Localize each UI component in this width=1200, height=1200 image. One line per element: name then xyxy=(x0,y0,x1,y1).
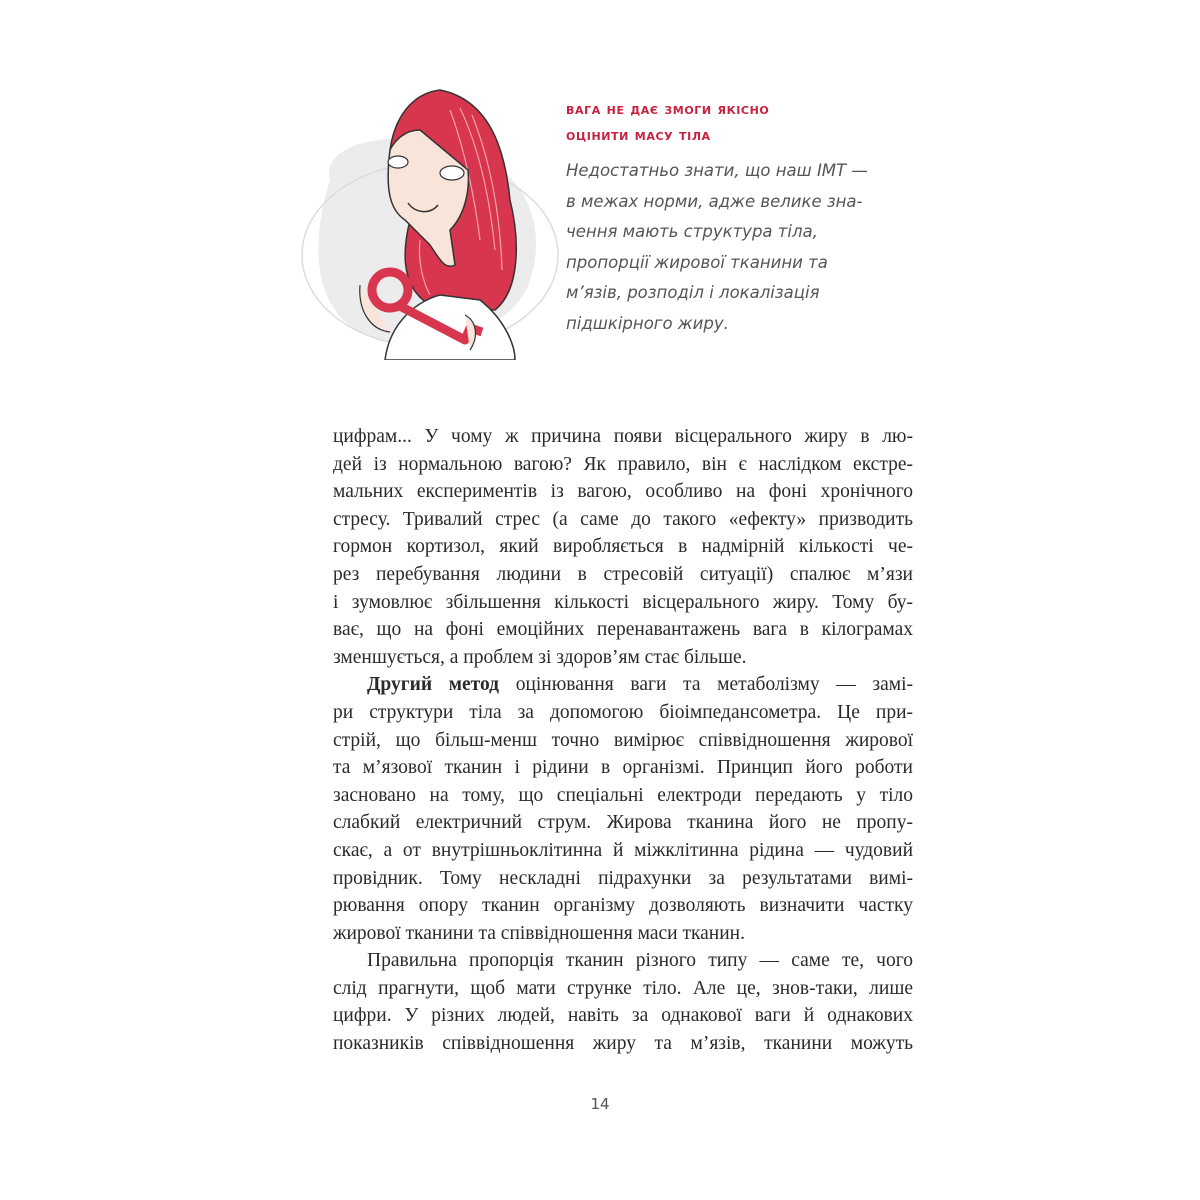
text-line: рез перебування людини в стресовій ситуації) спалює м’язи xyxy=(333,563,913,585)
text-line: зменшується, а проблем зі здоров’ям стає більше. xyxy=(333,646,747,668)
bold-term: Другий метод xyxy=(367,674,500,696)
text-line: рювання опору тканин організму дозволяють визначити частку xyxy=(333,895,913,917)
text-line: і зумовлює збільшення кількості вісцерального жиру. Тому бу- xyxy=(333,591,913,613)
text-line: провідник. Тому нескладні підрахунки за результатами вимі- xyxy=(333,867,913,889)
text-line: дей із нормальною вагою? Як правило, він є наслідком екстре- xyxy=(333,453,913,475)
text-line: мальних експериментів із вагою, особливо на фоні хронічного xyxy=(333,481,913,503)
text-line xyxy=(333,671,913,699)
sidebar-line: підшкірного жиру. xyxy=(566,313,729,333)
sidebar-line: в межах норми, адже велике зна- xyxy=(566,191,863,211)
text-line: Правильна пропорція тканин різного типу — саме те, чого xyxy=(367,950,913,972)
sidebar-title-line: вага не дає змоги якісно xyxy=(566,100,770,118)
sidebar-body xyxy=(566,156,906,339)
paragraph-1 xyxy=(333,423,913,671)
text-line: слід прагнути, щоб мати струнке тіло. Але це, знов-таки, лише xyxy=(333,977,913,999)
sidebar-note xyxy=(566,96,906,339)
sidebar-title-line: оцінити масу тіла xyxy=(566,126,711,144)
text-line: ває, що на фоні емоційних перенавантажень вага в кілограмах xyxy=(333,619,913,641)
text-line: засновано на тому, що спеціальні електроди передають у тіло xyxy=(333,784,913,806)
sidebar-title xyxy=(566,96,906,148)
text-line: цифри. У різних людей, навіть за однакової ваги й однакових xyxy=(333,1005,913,1027)
sidebar-line: Недостатньо знати, що наш ІМТ — xyxy=(566,161,868,180)
sidebar-line: пропорції жирової тканини та xyxy=(566,252,828,272)
text-line: гормон кортизол, який виробляється в надмірній кількості че- xyxy=(333,536,913,558)
text-line: жирової тканини та співвідношення маси тканин. xyxy=(333,922,745,944)
text-line: слабкий електричний струм. Жирова тканина його не пропу- xyxy=(333,812,913,834)
text-line: стрій, що більш-менш точно вимірює співвідношення жирової xyxy=(333,729,913,751)
text-run: оцінювання ваги та метаболізму — замі- xyxy=(499,674,913,696)
page-number: 14 xyxy=(590,1095,610,1113)
woman-holding-key-illustration xyxy=(290,70,560,360)
paragraph-2 xyxy=(333,671,913,947)
text-line: показників співвідношення жиру та м’язів, тканини можуть xyxy=(333,1033,913,1055)
text-line: стресу. Тривалий стрес (а саме до такого «ефекту» призводить xyxy=(333,508,913,530)
sidebar-line: чення мають структура тіла, xyxy=(566,222,818,241)
text-line: ри структури тіла за допомогою біоімпедансометра. Це при- xyxy=(333,701,913,723)
text-line: цифрам... У чому ж причина появи вісцерального жиру в лю- xyxy=(333,426,913,447)
text-line: та м’язової тканин і рідини в організмі. Принцип його роботи xyxy=(333,757,913,779)
sidebar-line: м’язів, розподіл і локалізація xyxy=(566,283,820,302)
text-line: скає, а от внутрішньоклітинна й міжклітинна рідина — чудовий xyxy=(333,839,913,861)
paragraph-3 xyxy=(333,947,913,1057)
body-text xyxy=(333,423,913,1058)
